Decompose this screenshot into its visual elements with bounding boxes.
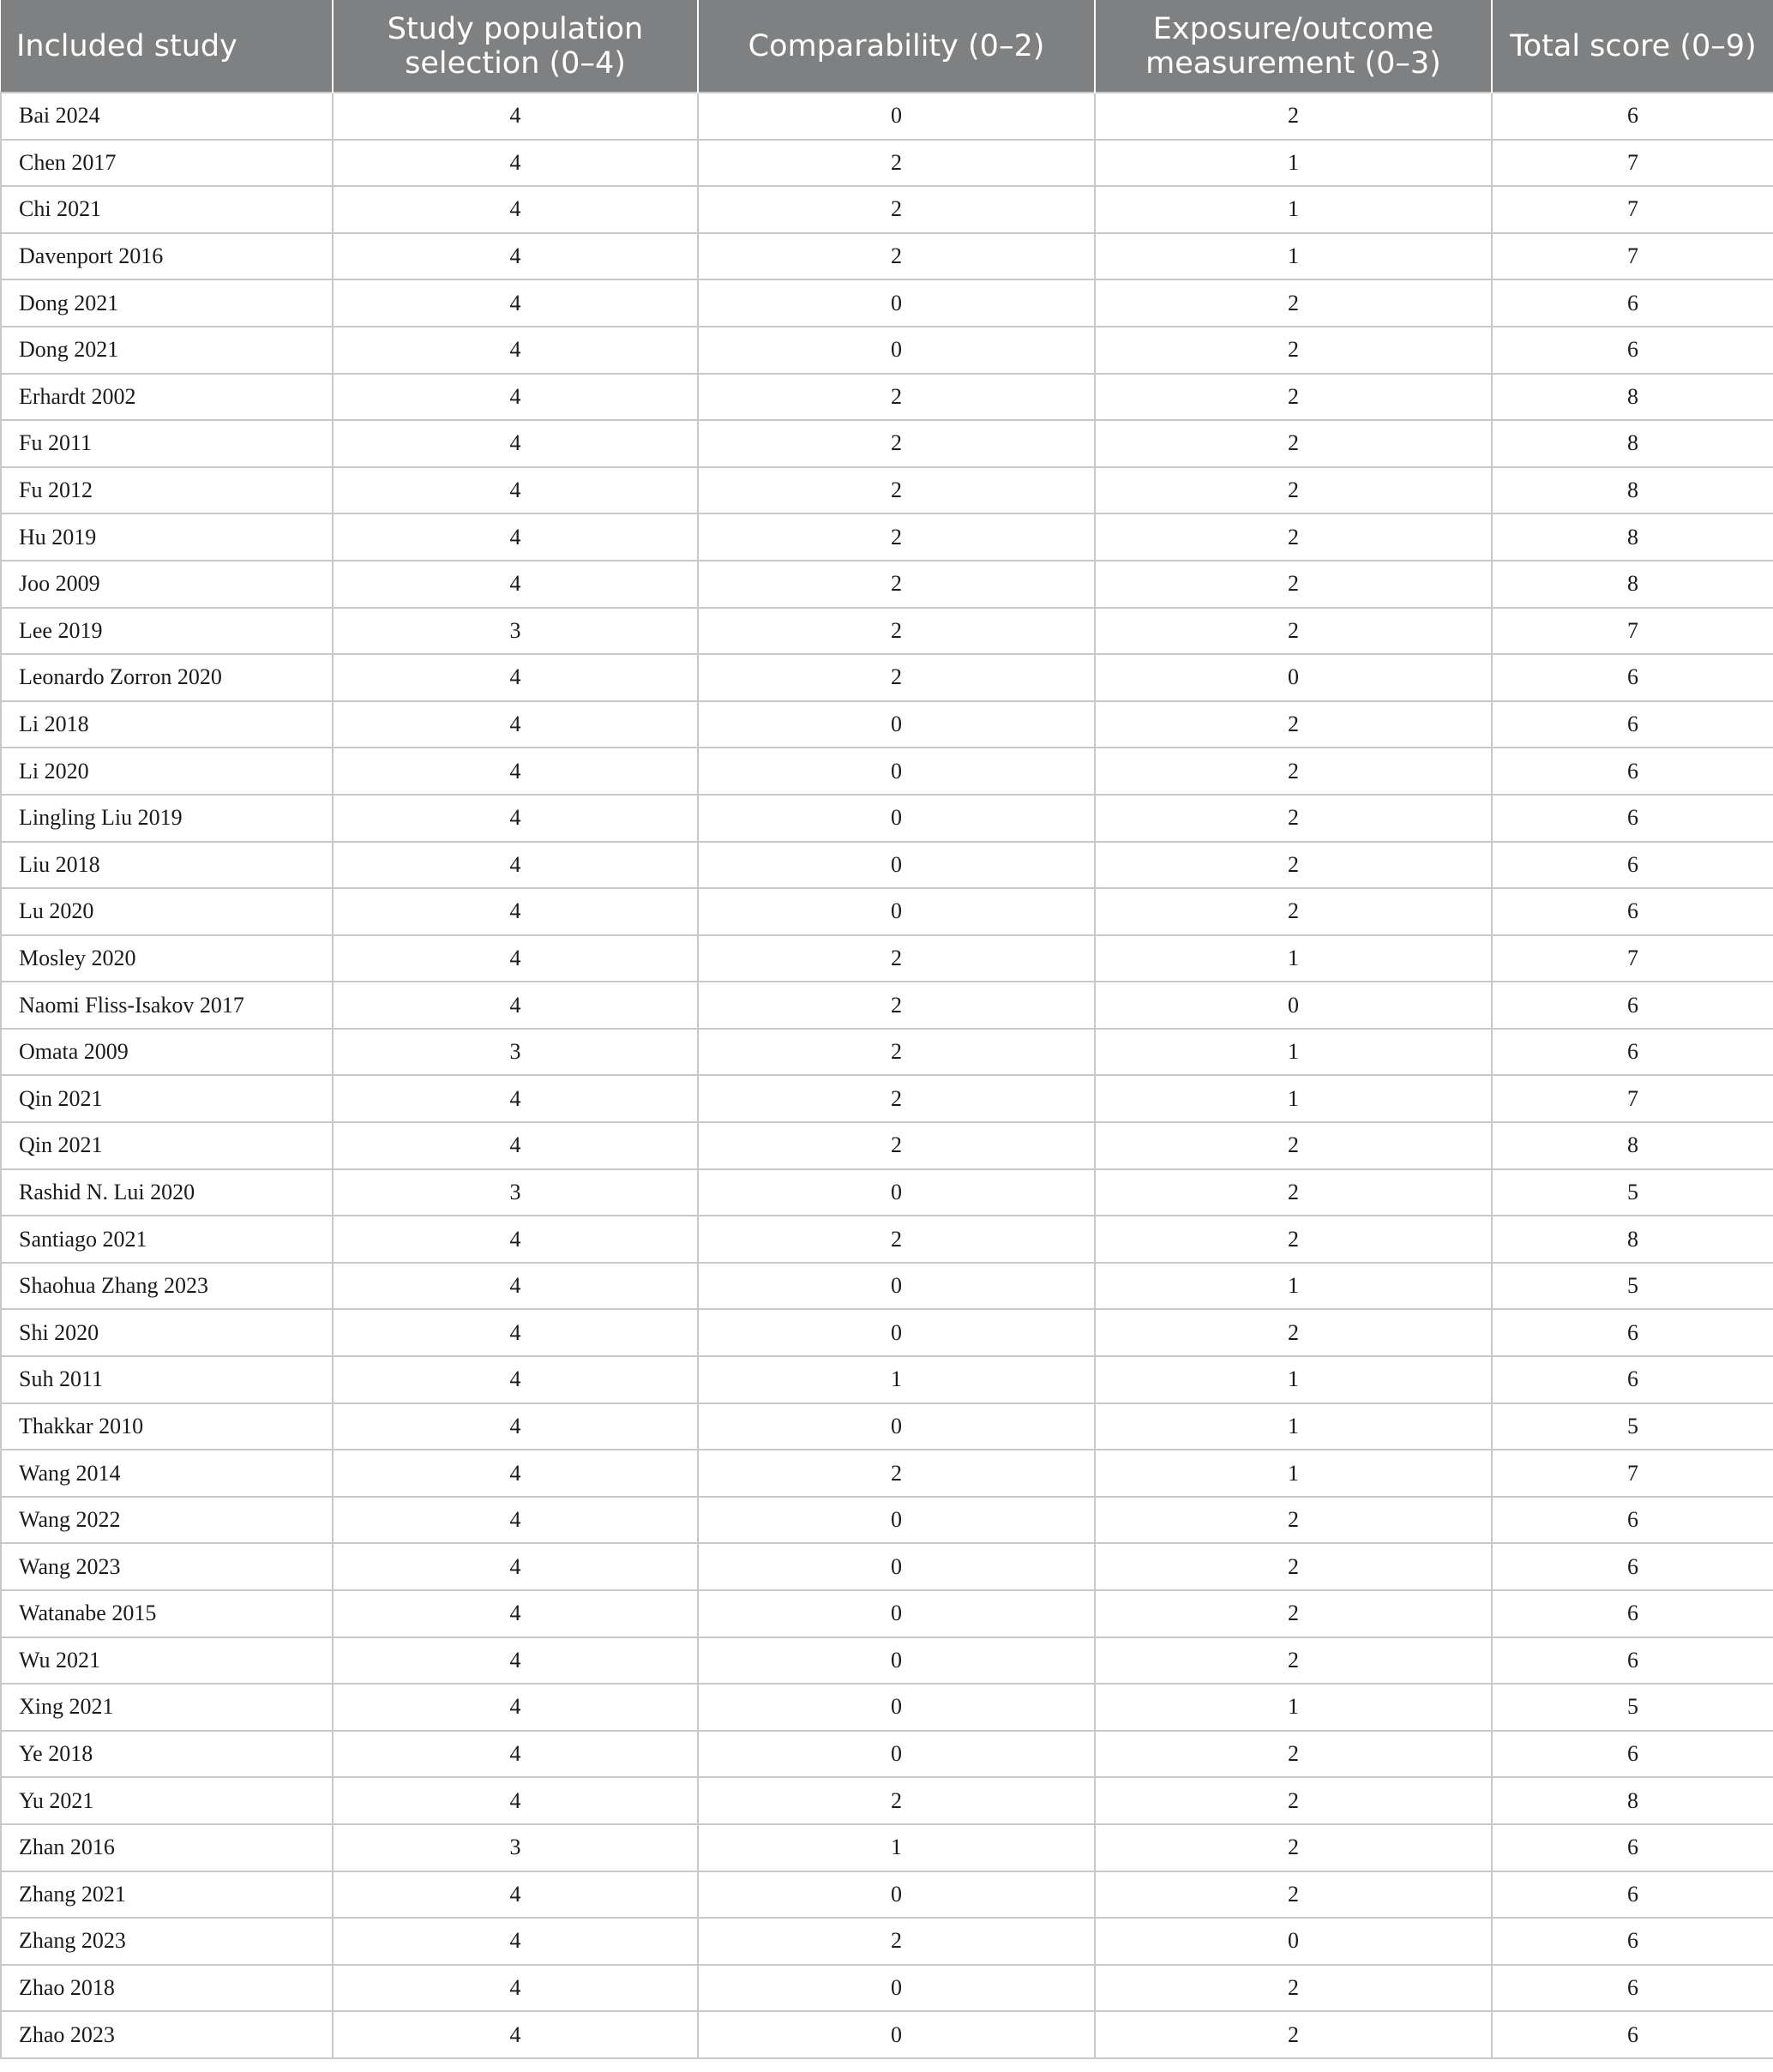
cell-exposure-outcome: 2 [1095,1871,1492,1919]
cell-exposure-outcome: 2 [1095,1731,1492,1778]
cell-selection: 4 [333,1216,698,1263]
cell-total-score: 6 [1492,2011,1773,2058]
cell-selection: 3 [333,608,698,655]
cell-study: Erhardt 2002 [1,374,333,421]
cell-selection: 4 [333,327,698,374]
cell-study: Wang 2014 [1,1450,333,1497]
cell-selection: 4 [333,186,698,233]
cell-exposure-outcome: 2 [1095,701,1492,748]
table-row [1,795,1773,842]
cell-comparability: 0 [698,2011,1095,2058]
cell-study: Bai 2024 [1,93,333,140]
cell-total-score: 6 [1492,795,1773,842]
cell-total-score: 8 [1492,420,1773,467]
cell-total-score: 5 [1492,1403,1773,1450]
cell-total-score: 7 [1492,935,1773,982]
cell-selection: 4 [333,1263,698,1310]
cell-study: Chen 2017 [1,140,333,187]
cell-study: Li 2018 [1,701,333,748]
header-selection: Study population selection (0–4) [333,0,698,93]
table-row [1,561,1773,608]
table-row [1,888,1773,935]
table-row [1,1918,1773,1965]
cell-study: Zhang 2023 [1,1918,333,1965]
cell-study: Rashid N. Lui 2020 [1,1169,333,1216]
cell-exposure-outcome: 1 [1095,1075,1492,1122]
cell-exposure-outcome: 0 [1095,982,1492,1029]
cell-selection: 4 [333,701,698,748]
cell-comparability: 0 [698,1403,1095,1450]
cell-selection: 4 [333,1122,698,1169]
cell-exposure-outcome: 2 [1095,1169,1492,1216]
cell-selection: 4 [333,279,698,327]
cell-total-score: 6 [1492,982,1773,1029]
table-header [1,0,1773,93]
header-total-score: Total score (0–9) [1492,0,1773,93]
table-row [1,420,1773,467]
cell-exposure-outcome: 1 [1095,233,1492,280]
table-row [1,513,1773,561]
cell-selection: 3 [333,1169,698,1216]
cell-exposure-outcome: 2 [1095,1824,1492,1871]
table-body [1,93,1773,2058]
cell-exposure-outcome: 1 [1095,186,1492,233]
cell-study: Davenport 2016 [1,233,333,280]
cell-total-score: 6 [1492,842,1773,889]
cell-comparability: 2 [698,561,1095,608]
cell-exposure-outcome: 2 [1095,888,1492,935]
cell-comparability: 1 [698,1356,1095,1403]
cell-selection: 4 [333,1403,698,1450]
cell-total-score: 6 [1492,1543,1773,1590]
cell-comparability: 0 [698,1871,1095,1919]
cell-study: Wu 2021 [1,1637,333,1685]
cell-total-score: 5 [1492,1684,1773,1731]
cell-study: Mosley 2020 [1,935,333,982]
cell-selection: 4 [333,982,698,1029]
cell-total-score: 7 [1492,186,1773,233]
cell-total-score: 8 [1492,374,1773,421]
cell-exposure-outcome: 2 [1095,2011,1492,2058]
table-row [1,1684,1773,1731]
cell-comparability: 2 [698,186,1095,233]
cell-total-score: 6 [1492,327,1773,374]
table-row [1,1777,1773,1824]
cell-exposure-outcome: 2 [1095,1637,1492,1685]
cell-study: Chi 2021 [1,186,333,233]
cell-total-score: 6 [1492,1918,1773,1965]
cell-selection: 3 [333,1824,698,1871]
header-row [1,0,1773,93]
table-row [1,186,1773,233]
cell-study: Lu 2020 [1,888,333,935]
cell-comparability: 0 [698,327,1095,374]
table-row [1,1216,1773,1263]
cell-study: Shaohua Zhang 2023 [1,1263,333,1310]
table-row [1,701,1773,748]
cell-total-score: 8 [1492,1216,1773,1263]
cell-selection: 4 [333,374,698,421]
cell-total-score: 8 [1492,1122,1773,1169]
cell-selection: 4 [333,935,698,982]
cell-exposure-outcome: 2 [1095,561,1492,608]
cell-comparability: 0 [698,93,1095,140]
cell-total-score: 6 [1492,1965,1773,2012]
table-row [1,935,1773,982]
cell-selection: 4 [333,888,698,935]
cell-selection: 4 [333,93,698,140]
cell-selection: 4 [333,1871,698,1919]
cell-exposure-outcome: 1 [1095,1684,1492,1731]
cell-total-score: 7 [1492,608,1773,655]
cell-selection: 4 [333,1497,698,1544]
table-row [1,1309,1773,1356]
cell-comparability: 1 [698,1824,1095,1871]
cell-study: Xing 2021 [1,1684,333,1731]
cell-comparability: 0 [698,842,1095,889]
cell-comparability: 0 [698,1263,1095,1310]
table-row [1,1824,1773,1871]
cell-selection: 4 [333,420,698,467]
cell-total-score: 7 [1492,140,1773,187]
cell-comparability: 2 [698,1029,1095,1076]
cell-total-score: 7 [1492,1075,1773,1122]
table-row [1,842,1773,889]
cell-exposure-outcome: 2 [1095,608,1492,655]
cell-total-score: 8 [1492,513,1773,561]
cell-study: Liu 2018 [1,842,333,889]
cell-selection: 4 [333,1543,698,1590]
cell-total-score: 6 [1492,1497,1773,1544]
table-row [1,1075,1773,1122]
cell-study: Wang 2023 [1,1543,333,1590]
cell-study: Omata 2009 [1,1029,333,1076]
table-row [1,233,1773,280]
cell-comparability: 2 [698,1918,1095,1965]
cell-total-score: 5 [1492,1169,1773,1216]
cell-comparability: 2 [698,1122,1095,1169]
cell-comparability: 0 [698,748,1095,795]
cell-study: Zhao 2018 [1,1965,333,2012]
cell-selection: 4 [333,1731,698,1778]
cell-exposure-outcome: 1 [1095,140,1492,187]
cell-exposure-outcome: 2 [1095,420,1492,467]
cell-comparability: 2 [698,608,1095,655]
cell-total-score: 6 [1492,701,1773,748]
cell-exposure-outcome: 1 [1095,1356,1492,1403]
cell-exposure-outcome: 2 [1095,327,1492,374]
cell-comparability: 0 [698,1497,1095,1544]
cell-study: Fu 2011 [1,420,333,467]
cell-exposure-outcome: 0 [1095,1918,1492,1965]
cell-selection: 4 [333,1777,698,1824]
cell-exposure-outcome: 2 [1095,1543,1492,1590]
cell-exposure-outcome: 2 [1095,795,1492,842]
table-row [1,608,1773,655]
table-row [1,93,1773,140]
cell-selection: 4 [333,795,698,842]
cell-selection: 4 [333,654,698,701]
cell-exposure-outcome: 1 [1095,935,1492,982]
cell-exposure-outcome: 2 [1095,1590,1492,1637]
cell-comparability: 2 [698,374,1095,421]
cell-selection: 4 [333,1637,698,1685]
cell-exposure-outcome: 1 [1095,1029,1492,1076]
table-row [1,748,1773,795]
cell-study: Dong 2021 [1,327,333,374]
cell-comparability: 0 [698,1637,1095,1685]
cell-study: Ye 2018 [1,1731,333,1778]
cell-study: Thakkar 2010 [1,1403,333,1450]
cell-exposure-outcome: 2 [1095,842,1492,889]
cell-comparability: 0 [698,1169,1095,1216]
cell-total-score: 6 [1492,888,1773,935]
table-row [1,1965,1773,2012]
cell-study: Yu 2021 [1,1777,333,1824]
cell-comparability: 2 [698,420,1095,467]
cell-selection: 4 [333,1450,698,1497]
cell-total-score: 6 [1492,1309,1773,1356]
cell-total-score: 6 [1492,279,1773,327]
cell-study: Suh 2011 [1,1356,333,1403]
cell-total-score: 6 [1492,1590,1773,1637]
header-exposure-outcome: Exposure/outcome measurement (0–3) [1095,0,1492,93]
cell-total-score: 6 [1492,1871,1773,1919]
cell-comparability: 0 [698,1543,1095,1590]
table-row [1,1543,1773,1590]
cell-comparability: 0 [698,1731,1095,1778]
cell-exposure-outcome: 2 [1095,1216,1492,1263]
table-row [1,374,1773,421]
cell-study: Wang 2022 [1,1497,333,1544]
cell-selection: 4 [333,1684,698,1731]
cell-total-score: 5 [1492,1263,1773,1310]
cell-selection: 4 [333,140,698,187]
cell-selection: 4 [333,1356,698,1403]
cell-study: Zhan 2016 [1,1824,333,1871]
cell-selection: 4 [333,561,698,608]
table-row [1,1450,1773,1497]
table-row [1,279,1773,327]
cell-comparability: 0 [698,795,1095,842]
table-row [1,1871,1773,1919]
table-row [1,654,1773,701]
cell-study: Dong 2021 [1,279,333,327]
table-row [1,1356,1773,1403]
cell-exposure-outcome: 2 [1095,1497,1492,1544]
table-row [1,467,1773,514]
cell-selection: 4 [333,1965,698,2012]
cell-exposure-outcome: 2 [1095,513,1492,561]
cell-comparability: 2 [698,233,1095,280]
cell-study: Qin 2021 [1,1122,333,1169]
cell-comparability: 0 [698,701,1095,748]
cell-exposure-outcome: 2 [1095,1777,1492,1824]
cell-study: Naomi Fliss-Isakov 2017 [1,982,333,1029]
cell-exposure-outcome: 0 [1095,654,1492,701]
table-row [1,2011,1773,2058]
cell-comparability: 0 [698,888,1095,935]
cell-comparability: 0 [698,1965,1095,2012]
table-row [1,1263,1773,1310]
table-row [1,1403,1773,1450]
cell-selection: 4 [333,1309,698,1356]
header-comparability: Comparability (0–2) [698,0,1095,93]
cell-total-score: 8 [1492,561,1773,608]
cell-study: Hu 2019 [1,513,333,561]
cell-comparability: 0 [698,1590,1095,1637]
cell-total-score: 7 [1492,1450,1773,1497]
cell-selection: 4 [333,513,698,561]
cell-study: Lingling Liu 2019 [1,795,333,842]
cell-total-score: 6 [1492,1029,1773,1076]
table-row [1,1637,1773,1685]
cell-comparability: 2 [698,982,1095,1029]
cell-exposure-outcome: 2 [1095,467,1492,514]
table-row [1,327,1773,374]
cell-exposure-outcome: 2 [1095,748,1492,795]
cell-study: Zhang 2021 [1,1871,333,1919]
cell-total-score: 6 [1492,748,1773,795]
cell-study: Joo 2009 [1,561,333,608]
header-included-study: Included study [1,0,333,93]
cell-comparability: 2 [698,1216,1095,1263]
table-row [1,1029,1773,1076]
cell-study: Shi 2020 [1,1309,333,1356]
cell-total-score: 8 [1492,467,1773,514]
cell-exposure-outcome: 2 [1095,1965,1492,2012]
cell-selection: 4 [333,467,698,514]
cell-comparability: 2 [698,935,1095,982]
cell-selection: 4 [333,748,698,795]
table-row [1,1497,1773,1544]
cell-selection: 4 [333,233,698,280]
cell-total-score: 6 [1492,1731,1773,1778]
cell-study: Watanabe 2015 [1,1590,333,1637]
table-row [1,1590,1773,1637]
cell-comparability: 0 [698,1309,1095,1356]
cell-exposure-outcome: 1 [1095,1450,1492,1497]
table-row [1,982,1773,1029]
table-row [1,140,1773,187]
cell-exposure-outcome: 2 [1095,374,1492,421]
table-row [1,1169,1773,1216]
cell-exposure-outcome: 1 [1095,1263,1492,1310]
cell-exposure-outcome: 2 [1095,1122,1492,1169]
cell-comparability: 0 [698,279,1095,327]
cell-comparability: 2 [698,140,1095,187]
cell-comparability: 2 [698,1075,1095,1122]
cell-selection: 4 [333,2011,698,2058]
cell-study: Li 2020 [1,748,333,795]
cell-total-score: 6 [1492,654,1773,701]
cell-study: Leonardo Zorron 2020 [1,654,333,701]
cell-selection: 4 [333,1590,698,1637]
cell-total-score: 8 [1492,1777,1773,1824]
cell-study: Zhao 2023 [1,2011,333,2058]
cell-comparability: 2 [698,654,1095,701]
cell-selection: 4 [333,1918,698,1965]
cell-exposure-outcome: 2 [1095,1309,1492,1356]
cell-study: Qin 2021 [1,1075,333,1122]
cell-comparability: 0 [698,1684,1095,1731]
cell-total-score: 6 [1492,1637,1773,1685]
cell-study: Fu 2012 [1,467,333,514]
cell-selection: 3 [333,1029,698,1076]
cell-exposure-outcome: 2 [1095,279,1492,327]
cell-comparability: 2 [698,467,1095,514]
cell-total-score: 6 [1492,93,1773,140]
cell-exposure-outcome: 1 [1095,1403,1492,1450]
cell-exposure-outcome: 2 [1095,93,1492,140]
cell-study: Lee 2019 [1,608,333,655]
cell-total-score: 6 [1492,1356,1773,1403]
cell-selection: 4 [333,842,698,889]
cell-comparability: 2 [698,1777,1095,1824]
cell-total-score: 6 [1492,1824,1773,1871]
table-row [1,1731,1773,1778]
table-row [1,1122,1773,1169]
cell-comparability: 2 [698,513,1095,561]
cell-study: Santiago 2021 [1,1216,333,1263]
cell-total-score: 7 [1492,233,1773,280]
cell-comparability: 2 [698,1450,1095,1497]
cell-selection: 4 [333,1075,698,1122]
